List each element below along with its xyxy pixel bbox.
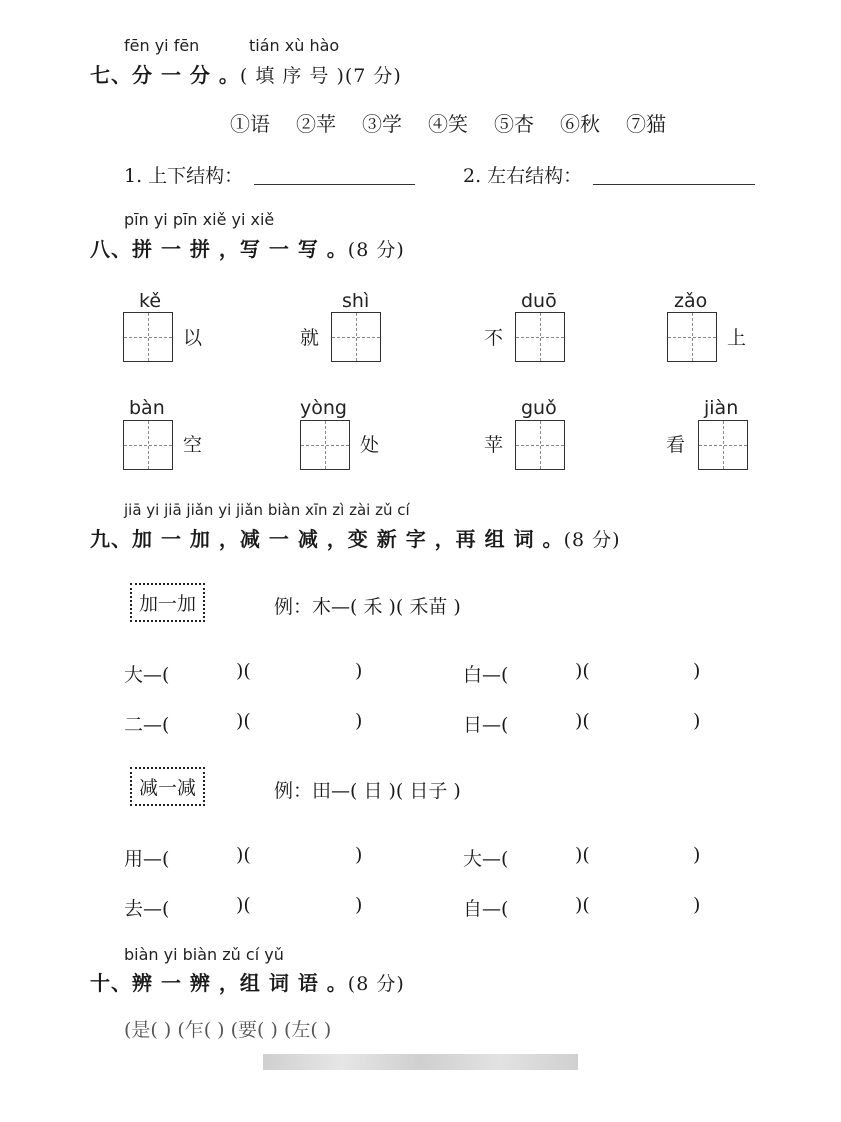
sec10-cut-row bbox=[124, 1019, 724, 1041]
pinyin-label: shì bbox=[342, 290, 370, 312]
given-char: 空 bbox=[183, 434, 203, 456]
sec10-pinyin: biàn yi biàn zǔ cí yǔ bbox=[124, 945, 284, 964]
pinyin-label: zǎo bbox=[674, 290, 708, 312]
sec8-pinyin: pīn yi pīn xiě yi xiě bbox=[124, 210, 275, 229]
writing-grid[interactable] bbox=[515, 420, 565, 470]
given-char: 苹 bbox=[484, 434, 504, 456]
sec9-points: (8 分) bbox=[563, 529, 621, 551]
sec10-cut-row-text: (是( ) (乍( ) (要( ) (左( ) bbox=[124, 1019, 332, 1041]
add-example: 例：木—( 禾 )( 禾苗 ) bbox=[274, 596, 461, 618]
blank-paren[interactable]: )( bbox=[236, 844, 251, 866]
blank-paren[interactable]: )( bbox=[575, 894, 590, 916]
blank-paren-close: ) bbox=[693, 844, 701, 866]
sec7-pinyin-a: fēn yi fēn bbox=[124, 36, 200, 55]
blank-paren[interactable]: )( bbox=[575, 844, 590, 866]
sec7-q1-label: 1. 上下结构： bbox=[124, 165, 244, 187]
sub-item: 用—( bbox=[124, 848, 170, 870]
sec9-title bbox=[90, 523, 621, 552]
writing-grid[interactable] bbox=[123, 420, 173, 470]
pinyin-label: jiàn bbox=[704, 397, 739, 419]
add-item: 大—( bbox=[124, 664, 170, 686]
writing-grid[interactable] bbox=[698, 420, 748, 470]
blank-paren[interactable]: )( bbox=[575, 710, 590, 732]
writing-grid[interactable] bbox=[300, 420, 350, 470]
option-item: ⑦猫 bbox=[626, 112, 666, 136]
blank-paren-close: ) bbox=[355, 894, 363, 916]
sec7-title-text: 七、分 一 分 。 bbox=[90, 63, 240, 87]
sec7-options bbox=[230, 108, 692, 137]
given-char: 就 bbox=[300, 327, 320, 349]
sec10-title bbox=[90, 967, 405, 996]
add-item: 日—( bbox=[463, 714, 509, 736]
option-item: ④笑 bbox=[428, 112, 468, 136]
writing-grid[interactable] bbox=[123, 312, 173, 362]
sec10-title-text: 十、辨 一 辨 ，组 词 语 。 bbox=[90, 971, 348, 995]
blank-paren-close: ) bbox=[693, 710, 701, 732]
sec7-pinyin-b: tián xù hào bbox=[249, 36, 340, 55]
sub-item: 大—( bbox=[463, 848, 509, 870]
sec9-pinyin: jiā yi jiā jiǎn yi jiǎn biàn xīn zì zài zǔ cí bbox=[124, 501, 410, 519]
sec7-q2-label: 2. 左右结构： bbox=[463, 165, 583, 187]
given-char: 处 bbox=[360, 434, 380, 456]
given-char: 看 bbox=[666, 434, 686, 456]
pinyin-label: kě bbox=[139, 290, 162, 312]
sub-item: 自—( bbox=[463, 898, 509, 920]
blank-paren-close: ) bbox=[693, 660, 701, 682]
sec9-title-text: 九、加 一 加 ，减 一 减 ，变 新 字 ，再 组 词 。 bbox=[90, 527, 564, 551]
blank-paren-close: ) bbox=[693, 894, 701, 916]
pinyin-label: guǒ bbox=[521, 397, 557, 419]
blank-paren-close: ) bbox=[355, 660, 363, 682]
add-item: 二—( bbox=[124, 714, 170, 736]
option-item: ②苹 bbox=[296, 112, 336, 136]
option-item: ⑤杏 bbox=[494, 112, 534, 136]
add-tag: 加一加 bbox=[130, 583, 205, 622]
sec7-instruction: ( 填 序 号 ) bbox=[239, 65, 345, 87]
option-item: ⑥秋 bbox=[560, 112, 600, 136]
sec8-title bbox=[90, 233, 405, 262]
blank-paren-close: ) bbox=[355, 844, 363, 866]
writing-grid[interactable] bbox=[331, 312, 381, 362]
pinyin-label: bàn bbox=[129, 397, 165, 419]
given-char: 上 bbox=[727, 327, 747, 349]
blank-paren[interactable]: )( bbox=[236, 710, 251, 732]
option-item: ①语 bbox=[230, 112, 270, 136]
sub-item: 去—( bbox=[124, 898, 170, 920]
given-char: 以 bbox=[183, 327, 203, 349]
watermark-blur bbox=[263, 1054, 578, 1070]
pinyin-label: yòng bbox=[300, 397, 347, 419]
sec7-q1-answer-line[interactable] bbox=[254, 184, 415, 185]
blank-paren[interactable]: )( bbox=[575, 660, 590, 682]
writing-grid[interactable] bbox=[515, 312, 565, 362]
pinyin-label: duō bbox=[521, 290, 557, 312]
option-item: ③学 bbox=[362, 112, 402, 136]
sub-tag: 减一减 bbox=[130, 767, 205, 806]
sec8-points: (8 分) bbox=[347, 239, 405, 261]
writing-grid[interactable] bbox=[667, 312, 717, 362]
add-item: 白—( bbox=[463, 664, 509, 686]
sub-example: 例：田—( 日 )( 日子 ) bbox=[274, 780, 461, 802]
sec10-points: (8 分) bbox=[347, 973, 405, 995]
sec7-points: (7 分) bbox=[344, 65, 402, 87]
blank-paren-close: ) bbox=[355, 710, 363, 732]
sec8-title-text: 八、拼 一 拼 ，写 一 写 。 bbox=[90, 237, 348, 261]
sec7-q2-answer-line[interactable] bbox=[593, 184, 755, 185]
blank-paren[interactable]: )( bbox=[236, 660, 251, 682]
sec7-title bbox=[90, 59, 402, 88]
given-char: 不 bbox=[484, 327, 504, 349]
blank-paren[interactable]: )( bbox=[236, 894, 251, 916]
